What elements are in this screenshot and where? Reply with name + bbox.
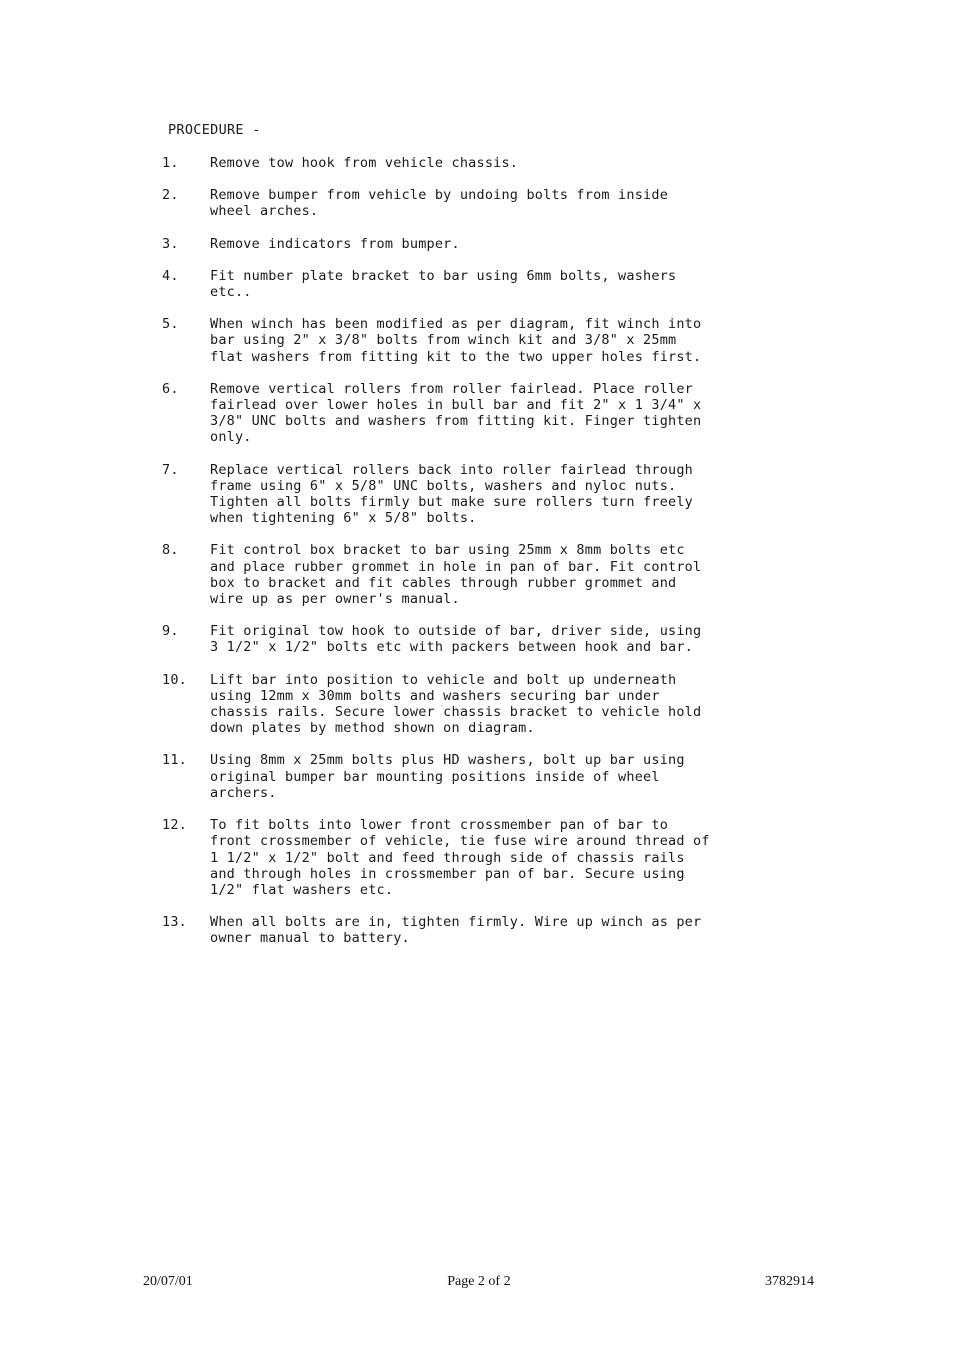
step-number: 4. bbox=[162, 267, 179, 284]
procedure-step bbox=[162, 914, 792, 946]
procedure-step bbox=[162, 817, 792, 898]
step-number: 10. bbox=[162, 671, 187, 688]
step-text: Fit control box bracket to bar using 25mm x 8mm bolts etc and place rubber grommet in hole in pan of bar. Fit control box to bracket and fit cables through rubber grommet and wire up as per owner's manual. bbox=[210, 542, 702, 608]
procedure-step bbox=[162, 381, 792, 446]
step-text: Remove tow hook from vehicle chassis. bbox=[210, 155, 519, 171]
step-text: To fit bolts into lower front crossmember pan of bar to front crossmember of vehicle, tie fuse wire around thread of 1 1/2" x 1/2" bolt and feed through side of chassis rails and through holes in crossmember pan of bar. Secure using 1/2" flat washers etc. bbox=[210, 817, 710, 898]
footer-page-number: Page 2 of 2 bbox=[447, 1274, 511, 1289]
step-number: 7. bbox=[162, 461, 179, 478]
page-footer bbox=[143, 1274, 814, 1290]
procedure-heading: PROCEDURE - bbox=[168, 122, 261, 138]
procedure-step bbox=[162, 316, 792, 365]
step-text: Lift bar into position to vehicle and bolt up underneath using 12mm x 30mm bolts and washers securing bar under chassis rails. Secure lower chassis bracket to vehicle hold down plates by method shown on diagram. bbox=[210, 671, 702, 737]
step-number: 13. bbox=[162, 914, 187, 931]
procedure-steps bbox=[162, 155, 792, 963]
procedure-step bbox=[162, 542, 792, 607]
procedure-step bbox=[162, 268, 792, 300]
procedure-step bbox=[162, 623, 792, 655]
procedure-step bbox=[162, 236, 792, 252]
step-number: 5. bbox=[162, 316, 179, 333]
step-number: 2. bbox=[162, 187, 179, 204]
step-text: Using 8mm x 25mm bolts plus HD washers, bolt up bar using original bumper bar mounting positions inside of wheel archers. bbox=[210, 752, 685, 801]
step-number: 12. bbox=[162, 817, 187, 834]
procedure-step bbox=[162, 155, 792, 171]
footer-document-code: 3782914 bbox=[764, 1274, 814, 1289]
procedure-step bbox=[162, 672, 792, 737]
step-text: When winch has been modified as per diagram, fit winch into bar using 2" x 3/8" bolts from winch kit and 3/8" x 25mm flat washers from fitting kit to the two upper holes first. bbox=[210, 316, 702, 365]
step-number: 1. bbox=[162, 155, 179, 171]
step-number: 6. bbox=[162, 380, 179, 397]
procedure-step bbox=[162, 752, 792, 801]
step-text: When all bolts are in, tighten firmly. Wire up winch as per owner manual to battery. bbox=[210, 914, 702, 947]
step-text: Fit original tow hook to outside of bar, driver side, using 3 1/2" x 1/2" bolts etc with packers between hook and bar. bbox=[210, 623, 702, 656]
procedure-step bbox=[162, 187, 792, 219]
step-text: Remove bumper from vehicle by undoing bolts from inside wheel arches. bbox=[210, 187, 669, 220]
step-text: Remove indicators from bumper. bbox=[210, 235, 460, 252]
step-text: Remove vertical rollers from roller fairlead. Place roller fairlead over lower holes in bull bar and fit 2" x 1 3/4" x 3/8" UNC bolts and washers from fitting kit. Finger tighten only. bbox=[210, 380, 702, 446]
step-text: Fit number plate bracket to bar using 6mm bolts, washers etc.. bbox=[210, 267, 677, 301]
step-number: 3. bbox=[162, 235, 179, 252]
step-number: 9. bbox=[162, 623, 179, 640]
step-number: 11. bbox=[162, 752, 187, 769]
step-number: 8. bbox=[162, 542, 179, 559]
step-text: Replace vertical rollers back into roller fairlead through frame using 6" x 5/8" UNC bolts, washers and nyloc nuts. Tighten all bolts firmly but make sure rollers turn freely when tightening 6" x 5/8" bolts. bbox=[210, 461, 694, 527]
footer-date: 20/07/01 bbox=[143, 1274, 193, 1289]
procedure-step bbox=[162, 462, 792, 527]
